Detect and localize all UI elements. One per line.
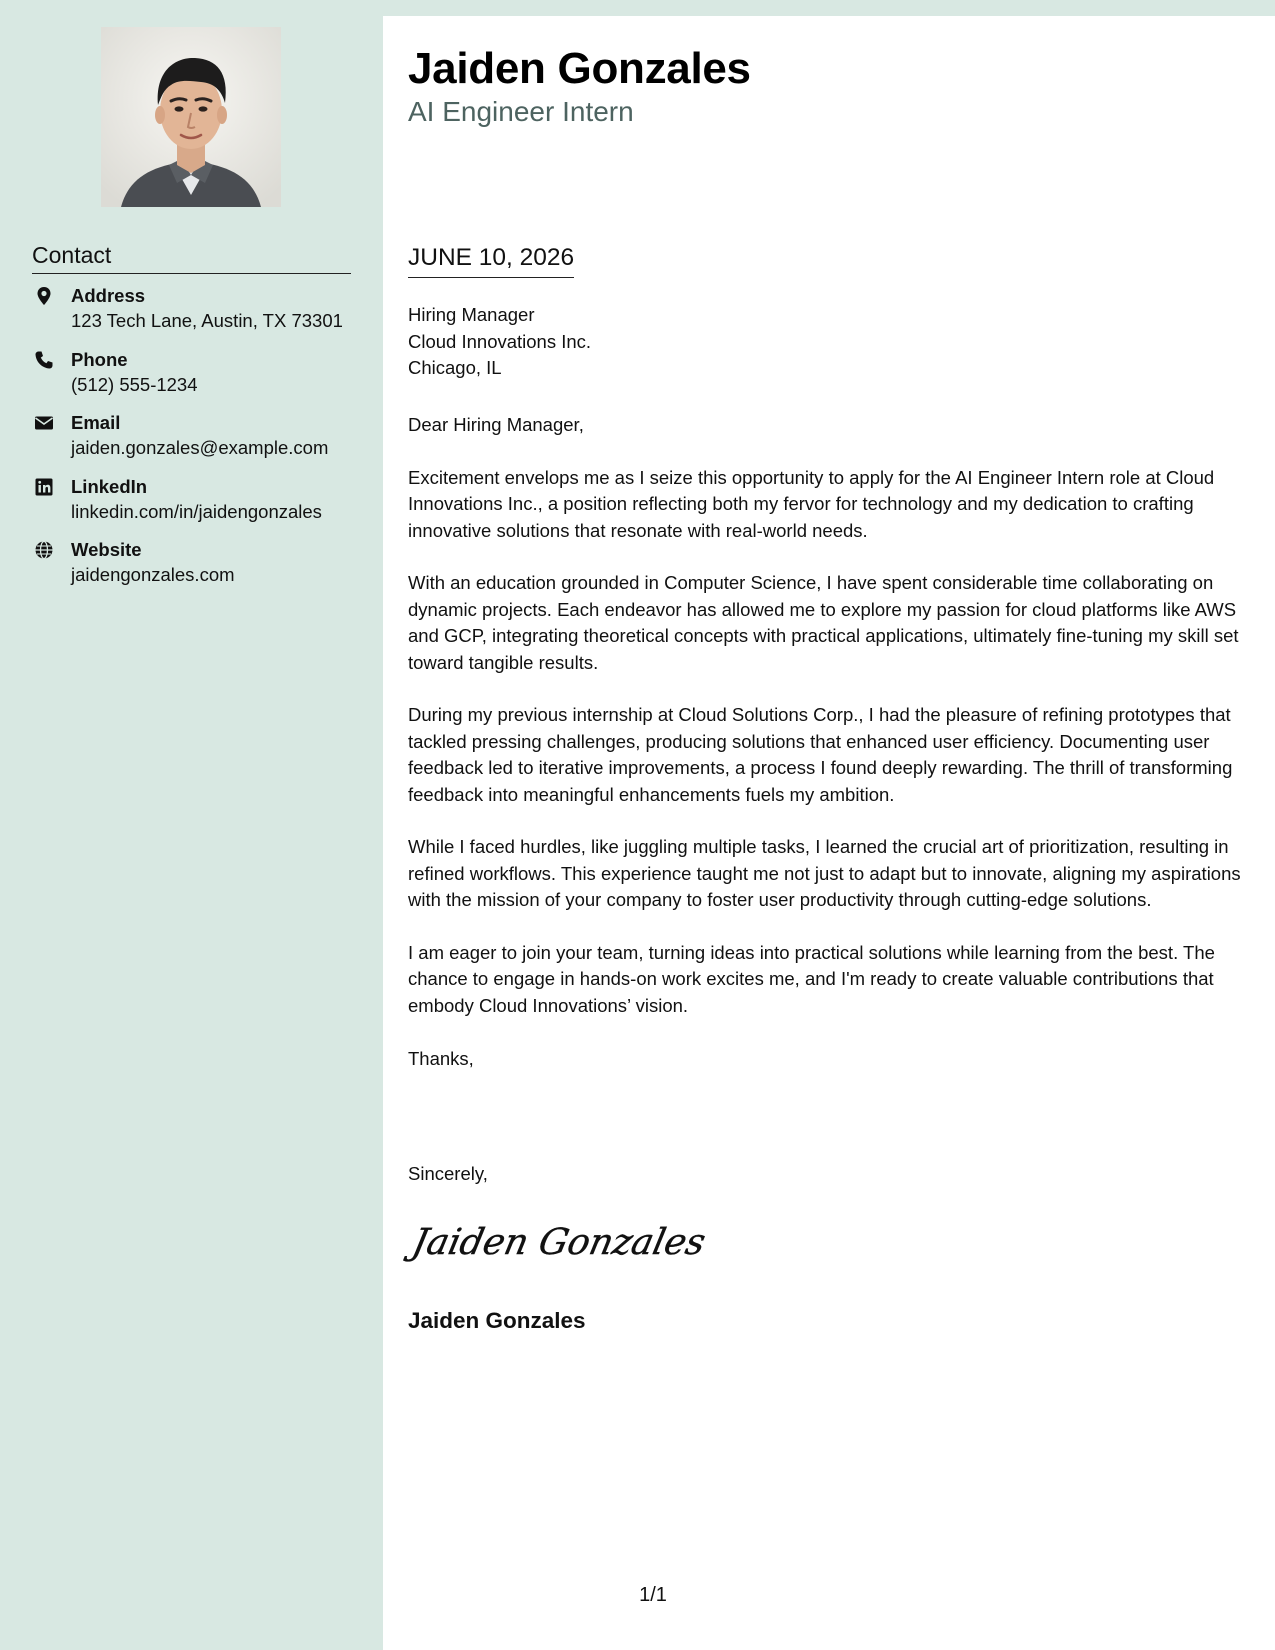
contact-label: Email xyxy=(71,412,121,433)
envelope-icon xyxy=(34,413,54,433)
profile-photo xyxy=(101,27,281,207)
page-number: 1/1 xyxy=(639,1584,667,1606)
applicant-role: AI Engineer Intern xyxy=(408,96,634,127)
contact-value: jaiden.gonzales@example.com xyxy=(71,437,329,458)
contact-heading: Contact xyxy=(32,242,351,274)
recipient-line: Cloud Innovations Inc. xyxy=(408,330,592,352)
sidebar xyxy=(0,0,383,1650)
signer-name: Jaiden Gonzales xyxy=(408,1308,586,1333)
phone-icon xyxy=(34,350,54,370)
contact-value: (512) 555-1234 xyxy=(71,373,198,395)
closing: Sincerely, xyxy=(408,1163,488,1184)
map-pin-icon xyxy=(34,286,54,306)
contact-website xyxy=(32,538,362,602)
contact-value: 123 Tech Lane, Austin, TX 73301 xyxy=(71,310,343,331)
globe-icon xyxy=(34,540,54,560)
linkedin-icon xyxy=(34,477,54,497)
contact-email xyxy=(32,411,362,475)
recipient-line: Chicago, IL xyxy=(408,357,502,378)
contact-list xyxy=(32,284,362,602)
letter-body xyxy=(408,412,1253,1098)
handwritten-signature xyxy=(408,1210,710,1270)
body-paragraph: Thanks, xyxy=(408,1047,474,1069)
signature-text: Jaiden Gonzales xyxy=(408,1220,710,1263)
body-paragraph: With an education grounded in Computer Science, I have spent considerable time collaborating on dynamic projects. Each endeavor has allowed me to explore my passion for cloud platforms like AWS and GCP, integrating theoretical concepts with practical applications, ultimately fine-tuning my skill set toward tangible results. xyxy=(408,572,1239,673)
applicant-name: Jaiden Gonzales xyxy=(408,44,751,93)
salutation: Dear Hiring Manager, xyxy=(408,414,584,435)
contact-label: Website xyxy=(71,539,142,560)
body-paragraph: While I faced hurdles, like juggling multiple tasks, I learned the crucial art of prioritization, resulting in refined workflows. This experience taught me not just to adapt but to innovate, aligning my aspirations with the mission of your company to foster user productivity through cutting-edge solutions. xyxy=(408,836,1241,911)
recipient-block xyxy=(408,302,591,382)
contact-label: LinkedIn xyxy=(71,475,148,497)
body-paragraph: I am eager to join your team, turning ideas into practical solutions while learning from the best. The chance to engage in hands-on work excites me, and I'm ready to create valuable contributions that embody Cloud Innovations’ vision. xyxy=(408,942,1215,1016)
letter-page xyxy=(383,16,1275,1650)
contact-label: Address xyxy=(71,285,146,306)
contact-value: jaidengonzales.com xyxy=(71,564,235,585)
body-paragraph: Excitement envelops me as I seize this opportunity to apply for the AI Engineer Intern role at Cloud Innovations Inc., a position reflecting both my fervor for technology and my dedication to crafting innovative solutions that resonate with real-world needs. xyxy=(408,466,1215,541)
contact-label: Phone xyxy=(71,348,128,370)
letter-date: JUNE 10, 2026 xyxy=(408,244,574,278)
contact-address xyxy=(32,284,362,348)
recipient-line: Hiring Manager xyxy=(408,304,535,325)
contact-linkedin xyxy=(32,475,362,539)
contact-phone xyxy=(32,348,362,412)
body-paragraph: During my previous internship at Cloud Solutions Corp., I had the pleasure of refining prototypes that tackled pressing challenges, producing solutions that enhanced user efficiency. Documenting user feedback led to iterative improvements, a process I found deeply rewarding. The thrill of transforming feedback into meaningful enhancements fuels my ambition. xyxy=(408,704,1233,805)
contact-value: linkedin.com/in/jaidengonzales xyxy=(71,500,322,522)
